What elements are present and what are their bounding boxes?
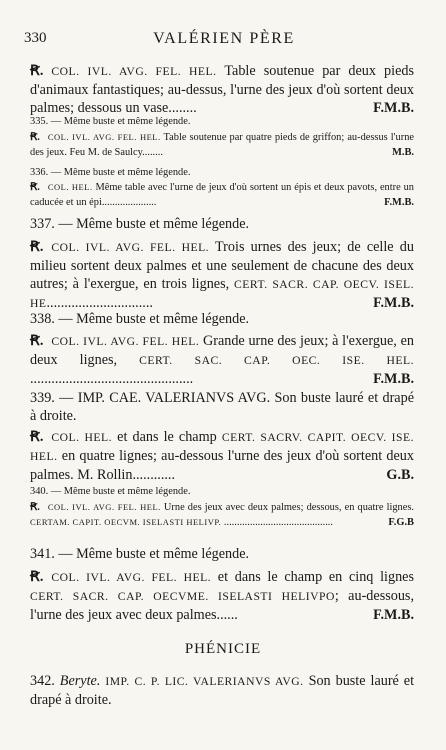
entry-338-text: 338. — Même buste et même légende. [30,311,250,327]
entry-341-reverse [30,568,414,624]
reverse-mark: Ꞧ. [30,569,44,585]
entry-335-reverse [30,130,414,160]
collection-ref: M.B. [392,147,414,158]
entry-341-text: 341. — Même buste et même légende. [30,546,250,562]
leader-dots: .............................................. [30,371,194,387]
legend: COL. IVL. AVG. FEL. HEL. [51,65,217,78]
exergue-legend: CERT. SAC. CAP. OEC. ISE. HEL. [139,354,415,367]
entry-339-reverse [30,428,414,484]
city-name: Beryte. [59,673,101,689]
reverse-mark: Ꞧ. [30,182,40,193]
field-legend: CERT. SACR. CAP. OECVME. ISELASTI HELIVPO [30,590,335,603]
collection-ref: F.M.B. [373,607,414,623]
field-legend: CERT. SACRV. CAPIT. OECV. ISE. HEL. [30,431,415,463]
entry-number: 342. [30,673,55,689]
reverse-mark: Ꞧ. [30,502,40,513]
reverse-mark: Ꞧ. [30,132,40,143]
entry-336-reverse [30,180,414,210]
entry-338 [30,310,414,328]
legend: COL. IVL. AVG. FEL. HEL. [51,571,212,584]
legend: COL. HEL. [47,182,93,192]
collection-ref: F.M.B. [373,295,414,311]
entry-340-text: 340. — Même buste et même légende. [30,486,191,497]
reverse-mark: Ꞧ. [30,333,44,349]
reverse-mark: Ꞧ. [30,239,44,255]
page-number: 330 [24,30,47,46]
collection-ref: F.M.B. [373,100,414,116]
description: et dans le champ en cinq lignes [217,569,414,585]
entry-339 [30,389,414,425]
entry-339-text: 339. — IMP. CAE. VALERIANVS AVG. Son buste lauré et drapé à droite. [30,390,414,424]
reverse-mark: Ꞧ. [30,63,44,79]
description: Urne des jeux avec deux palmes; dessous, en quatre lignes. [163,502,414,513]
collection-ref: G.B. [386,467,414,483]
entry-342 [30,672,414,709]
description: et dans le champ [117,429,217,445]
collection-ref: F.M.B. [384,197,414,208]
entry-334-reverse [30,62,414,117]
field-legend: CERTAM. CAPIT. OECVM. ISELASTI HELIVP. [30,517,222,527]
entry-340-reverse [30,500,414,530]
description: Même table avec l'urne de jeux d'où sortent un épis et deux pavots, entre un caducée et un épi..................... [30,182,414,208]
section-heading: PHÉNICIE [184,641,262,657]
legend: IMP. C. P. LIC. VALERIANVS AVG. [105,675,304,688]
entry-336 [30,165,414,180]
entry-338-reverse [30,332,414,388]
entry-337-text: 337. — Même buste et même légende. [30,216,250,232]
leader-dots: .......................................... [223,517,333,528]
exergue-legend: CERT. SACR. CAP. OECV. ISEL. HE [30,278,414,310]
description: Grande urne des jeux; à l'exergue, en deux lignes, [30,333,414,368]
collection-ref: F.M.B. [373,371,414,387]
legend: COL. IVL. AVG. FEL. HEL. [51,335,200,348]
leader-dots: .............................. [46,295,153,311]
description: Table soutenue par deux pieds d'animaux fantastiques; au-dessus, l'urne des jeux d'où sortent deux palmes; dessous un vase........ [30,63,414,116]
description: Son buste lauré et drapé à droite. [30,673,415,708]
page-title: VALÉRIEN PÈRE [153,30,295,47]
entry-337-reverse [30,238,414,313]
entry-335-text: 335. — Même buste et même légende. [30,116,191,127]
collection-ref: F.G.B [388,517,414,528]
description-2: ; au-dessous, l'urne des jeux avec deux palmes...... [30,588,414,623]
description-2: en quatre lignes; au-dessous l'urne des jeux d'où sortent deux palmes. M. Rollin............ [30,448,414,483]
legend: COL. IVL. AVG. FEL. HEL. [47,132,161,142]
entry-335 [30,114,414,129]
entry-336-text: 336. — Même buste et même légende. [30,167,191,178]
description: Table soutenue par quatre pieds de griffon; au-dessus l'urne des jeux. Feu M. de Saulcy........ [30,132,414,158]
page-header [24,30,424,50]
entry-337 [30,215,414,233]
description: Trois urnes des jeux; de celle du milieu sortent deux palmes et une seulement de chacune des deux autres; à l'exergue, en trois lignes, [30,239,414,292]
reverse-mark: Ꞧ. [30,429,44,445]
entry-340 [30,484,414,499]
legend: COL. HEL. [51,431,113,444]
legend: COL. IVL. AVG. FEL. HEL. [51,241,210,254]
entry-341 [30,545,414,563]
legend: COL. IVL. AVG. FEL. HEL. [47,502,161,512]
